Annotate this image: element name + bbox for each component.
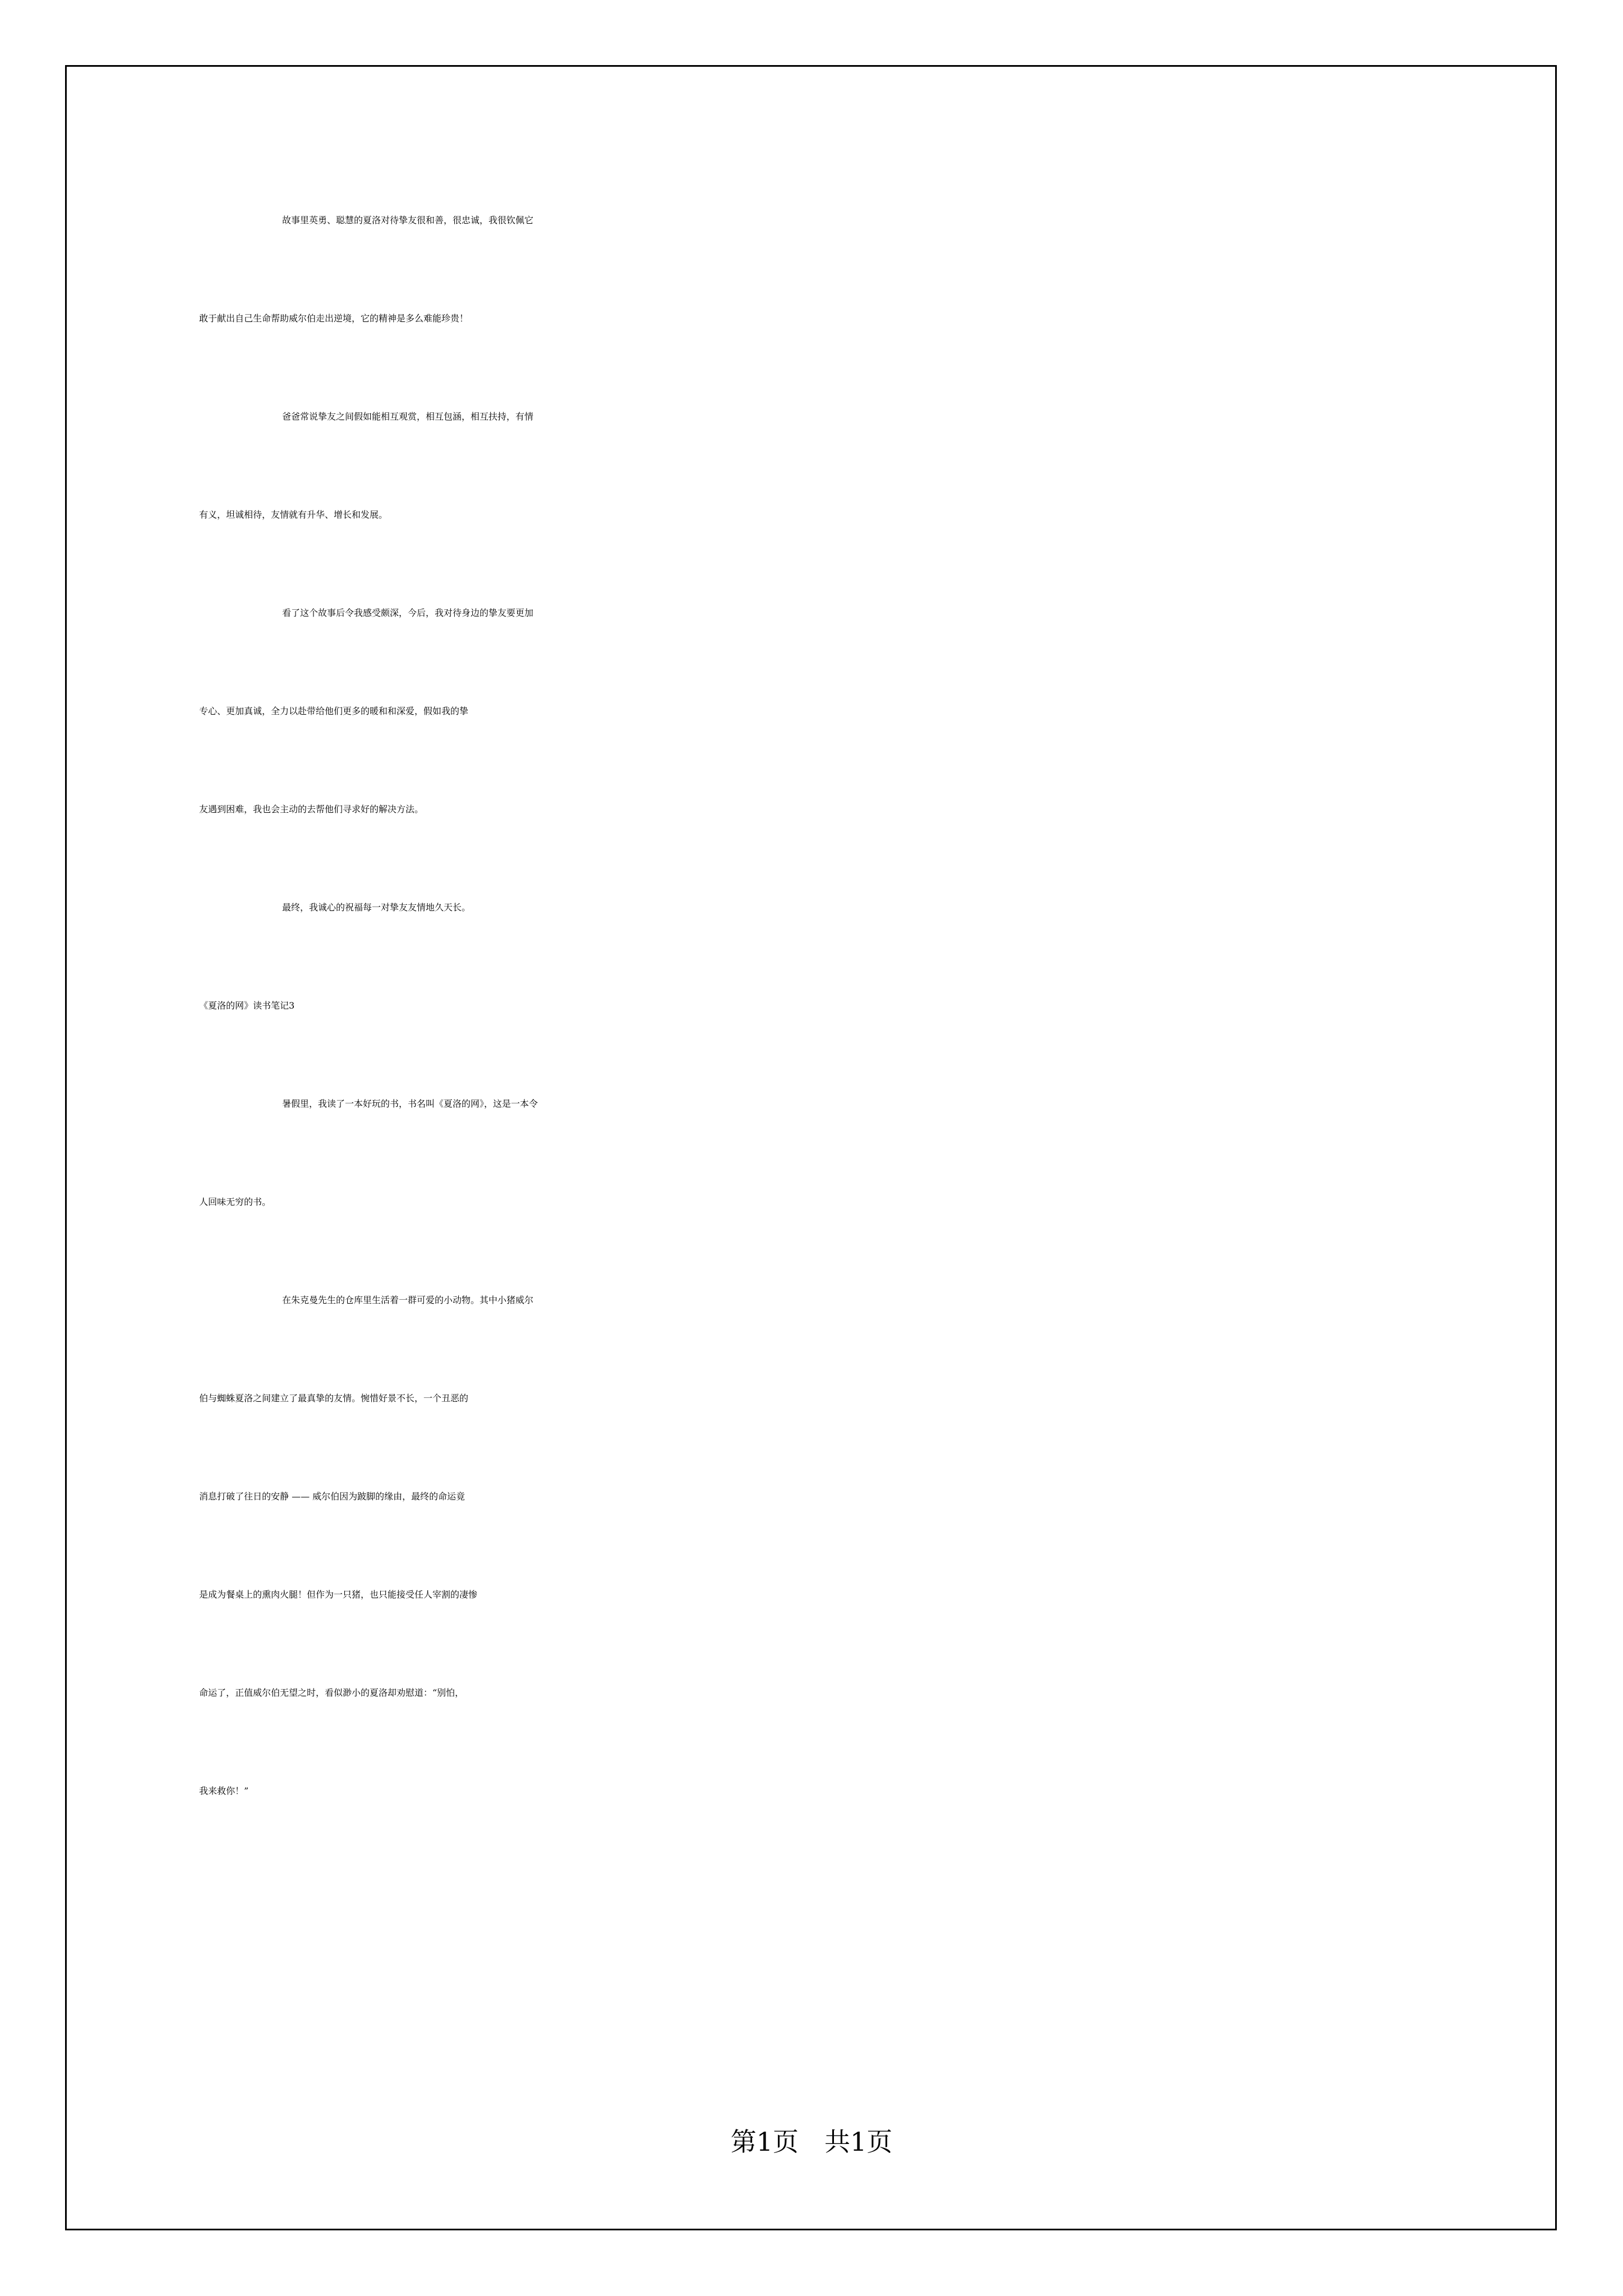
text-line: 暑假里，我读了一本好玩的书，书名叫《夏洛的网》，这是一本令 [282, 1098, 538, 1109]
paragraph [199, 213, 1424, 409]
text-line: 命运了，正值威尔伯无望之时，看似渺小的夏洛却劝慰道：“别怕， [199, 1687, 464, 1698]
text-line: 友遇到困难，我也会主动的去帮他们寻求好的解决方法。 [199, 804, 424, 815]
text-line: 敢于献出自己生命帮助威尔伯走出逆境，它的精神是多么难能珍贵！ [199, 313, 469, 324]
paragraph [199, 606, 1424, 900]
text-line: 在朱克曼先生的仓库里生活着一群可爱的小动物。其中小猪威尔 [282, 1295, 534, 1305]
paragraph [199, 1097, 1424, 1293]
section-heading [199, 999, 1424, 1097]
text-line: 故事里英勇、聪慧的夏洛对待挚友很和善，很忠诚，我很钦佩它 [282, 215, 534, 226]
paragraph [199, 1293, 1424, 1882]
text-line: 我来救你！” [199, 1786, 249, 1796]
text-line: 专心、更加真诚，全力以赴带给他们更多的暖和和深爱，假如我的挚 [199, 706, 469, 716]
text-line: 是成为餐桌上的熏肉火腿！但作为一只猪，也只能接受任人宰割的凄惨 [199, 1589, 478, 1600]
text-line: 最终，我诚心的祝福每一对挚友友情地久天长。 [282, 902, 471, 913]
text-line: 人回味无穷的书。 [199, 1197, 271, 1207]
document-body [199, 213, 1424, 1882]
paragraph [199, 409, 1424, 606]
heading-text: 《夏洛的网》读书笔记3 [199, 1000, 295, 1011]
text-line: 有义，坦诚相待，友情就有升华、增长和发展。 [199, 509, 388, 520]
text-line: 消息打破了往日的安静 —— 威尔伯因为跛脚的缘由，最终的命运竟 [199, 1491, 465, 1502]
text-line: 伯与蜘蛛夏洛之间建立了最真挚的友情。惋惜好景不长，一个丑恶的 [199, 1393, 469, 1404]
paragraph [199, 900, 1424, 999]
page-number: 第1页 共1页 [730, 2127, 893, 2157]
text-line: 爸爸常说挚友之间假如能相互观赏，相互包涵，相互扶持，有情 [282, 411, 534, 422]
text-line: 看了这个故事后令我感受颇深，今后，我对待身边的挚友要更加 [282, 608, 534, 618]
page-footer [0, 2125, 1623, 2159]
